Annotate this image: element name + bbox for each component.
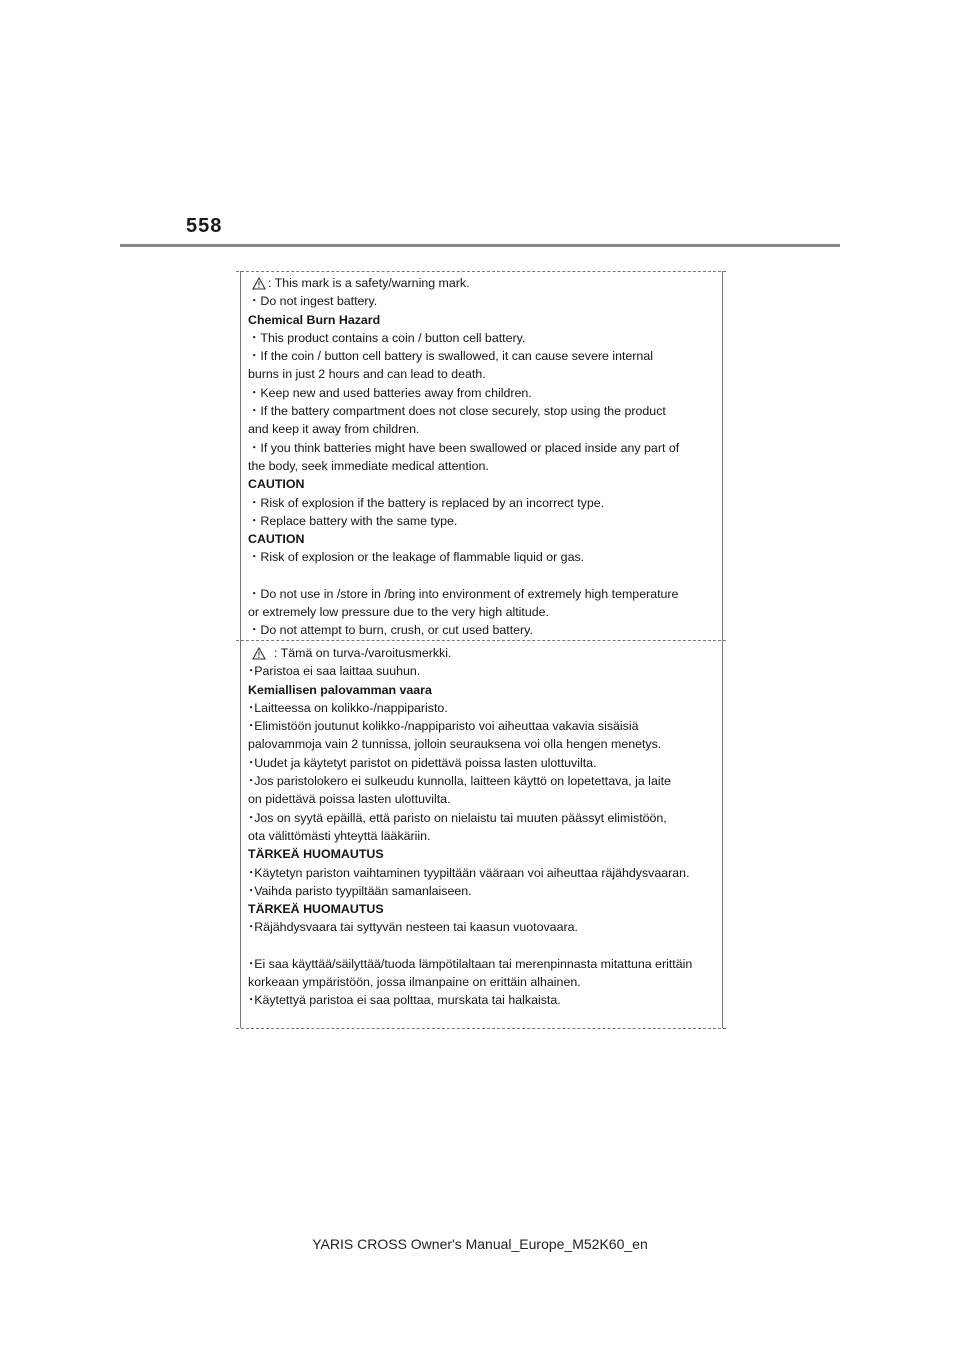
label-text-line: ・Risk of explosion if the battery is replaced by an incorrect type. (248, 495, 605, 510)
label-section-divider (236, 640, 726, 641)
label-text-line: ・This product contains a coin / button cell battery. (248, 330, 526, 345)
warning-mark-text: : This mark is a safety/warning mark. (268, 276, 470, 290)
label-text-line: ・If the battery compartment does not close securely, stop using the product (248, 404, 666, 419)
label-text-line: the body, seek immediate medical attention. (248, 458, 489, 473)
warning-triangle-icon (252, 277, 266, 290)
label-text-line: ・If the coin / button cell battery is swallowed, it can cause severe internal (248, 349, 653, 364)
label-text-line: ･Jos on syytä epäillä, että paristo on nielaistu tai muuten päässyt elimistöön, (248, 810, 667, 825)
label-text-line: ・Do not use in /store in /bring into environment of extremely high temperature (248, 586, 679, 601)
label-text-line: burns in just 2 hours and can lead to death. (248, 367, 486, 382)
label-heading: Kemiallisen palovamman vaara (248, 682, 432, 697)
label-text-line: ・Keep new and used batteries away from children. (248, 385, 532, 400)
label-text-line: ･Laitteessa on kolikko-/nappiparisto. (248, 700, 448, 715)
label-text-line: or extremely low pressure due to the very high altitude. (248, 605, 549, 620)
label-heading: Chemical Burn Hazard (248, 312, 381, 327)
label-text-line: ・Replace battery with the same type. (248, 513, 458, 528)
label-text-line: ・Do not ingest battery. (248, 294, 378, 309)
label-bottom-border (236, 1028, 726, 1029)
label-text-line: ･Paristoa ei saa laittaa suuhun. (248, 664, 421, 679)
label-text-line: ･Räjähdysvaara tai syttyvän nesteen tai kaasun vuotovaara. (248, 920, 578, 935)
label-text-line: korkeaan ympäristöön, jossa ilmanpaine on erittäin alhainen. (248, 975, 581, 990)
warning-mark-line (248, 644, 718, 662)
label-text-line: ･Jos paristolokero ei sulkeudu kunnolla, laitteen käyttö on lopetettava, ja laite (248, 774, 671, 789)
label-heading: CAUTION (248, 532, 305, 547)
page-number: 558 (186, 215, 223, 237)
warning-mark-text: : Tämä on turva-/varoitusmerkki. (274, 646, 452, 660)
label-text-line: ・If you think batteries might have been swallowed or placed inside any part of (248, 440, 680, 455)
label-text-line: ･Uudet ja käytetyt paristot on pidettävä poissa lasten ulottuvilta. (248, 755, 597, 770)
label-heading: TÄRKEÄ HUOMAUTUS (248, 847, 384, 862)
label-text-line: ･Käytettyä paristoa ei saa polttaa, murskata tai halkaista. (248, 993, 561, 1008)
warning-mark-line (248, 274, 718, 292)
label-text-line: ･Ei saa käyttää/säilyttää/tuoda lämpötilaltaan tai merenpinnasta mitattuna erittäin (248, 956, 693, 971)
label-heading: TÄRKEÄ HUOMAUTUS (248, 902, 384, 917)
manual-footer: YARIS CROSS Owner's Manual_Europe_M52K60_en (312, 1236, 648, 1252)
warning-triangle-icon (252, 647, 266, 660)
label-text-line: ・Do not attempt to burn, crush, or cut used battery. (248, 623, 533, 638)
label-text-line: palovammoja vain 2 tunnissa, jolloin seurauksena voi olla hengen menetys. (248, 737, 662, 752)
header-rule (120, 244, 840, 247)
label-text-line: ･Vaihda paristo tyypiltään samanlaiseen. (248, 883, 472, 898)
label-text-line: ota välittömästi yhteyttä lääkäriin. (248, 828, 431, 843)
label-text-line: on pidettävä poissa lasten ulottuvilta. (248, 792, 451, 807)
label-text-line: ･Elimistöön joutunut kolikko-/nappiparisto voi aiheuttaa vakavia sisäisiä (248, 719, 639, 734)
label-section-english (248, 274, 718, 640)
label-text-line: ･Käytetyn pariston vaihtaminen tyypiltään vääraan voi aiheuttaa räjähdysvaaran. (248, 865, 690, 880)
label-section-finnish (248, 644, 718, 1010)
label-text-line: and keep it away from children. (248, 422, 420, 437)
label-heading: CAUTION (248, 477, 305, 492)
label-text-line: ・Risk of explosion or the leakage of flammable liquid or gas. (248, 550, 585, 565)
label-top-border (236, 271, 726, 272)
